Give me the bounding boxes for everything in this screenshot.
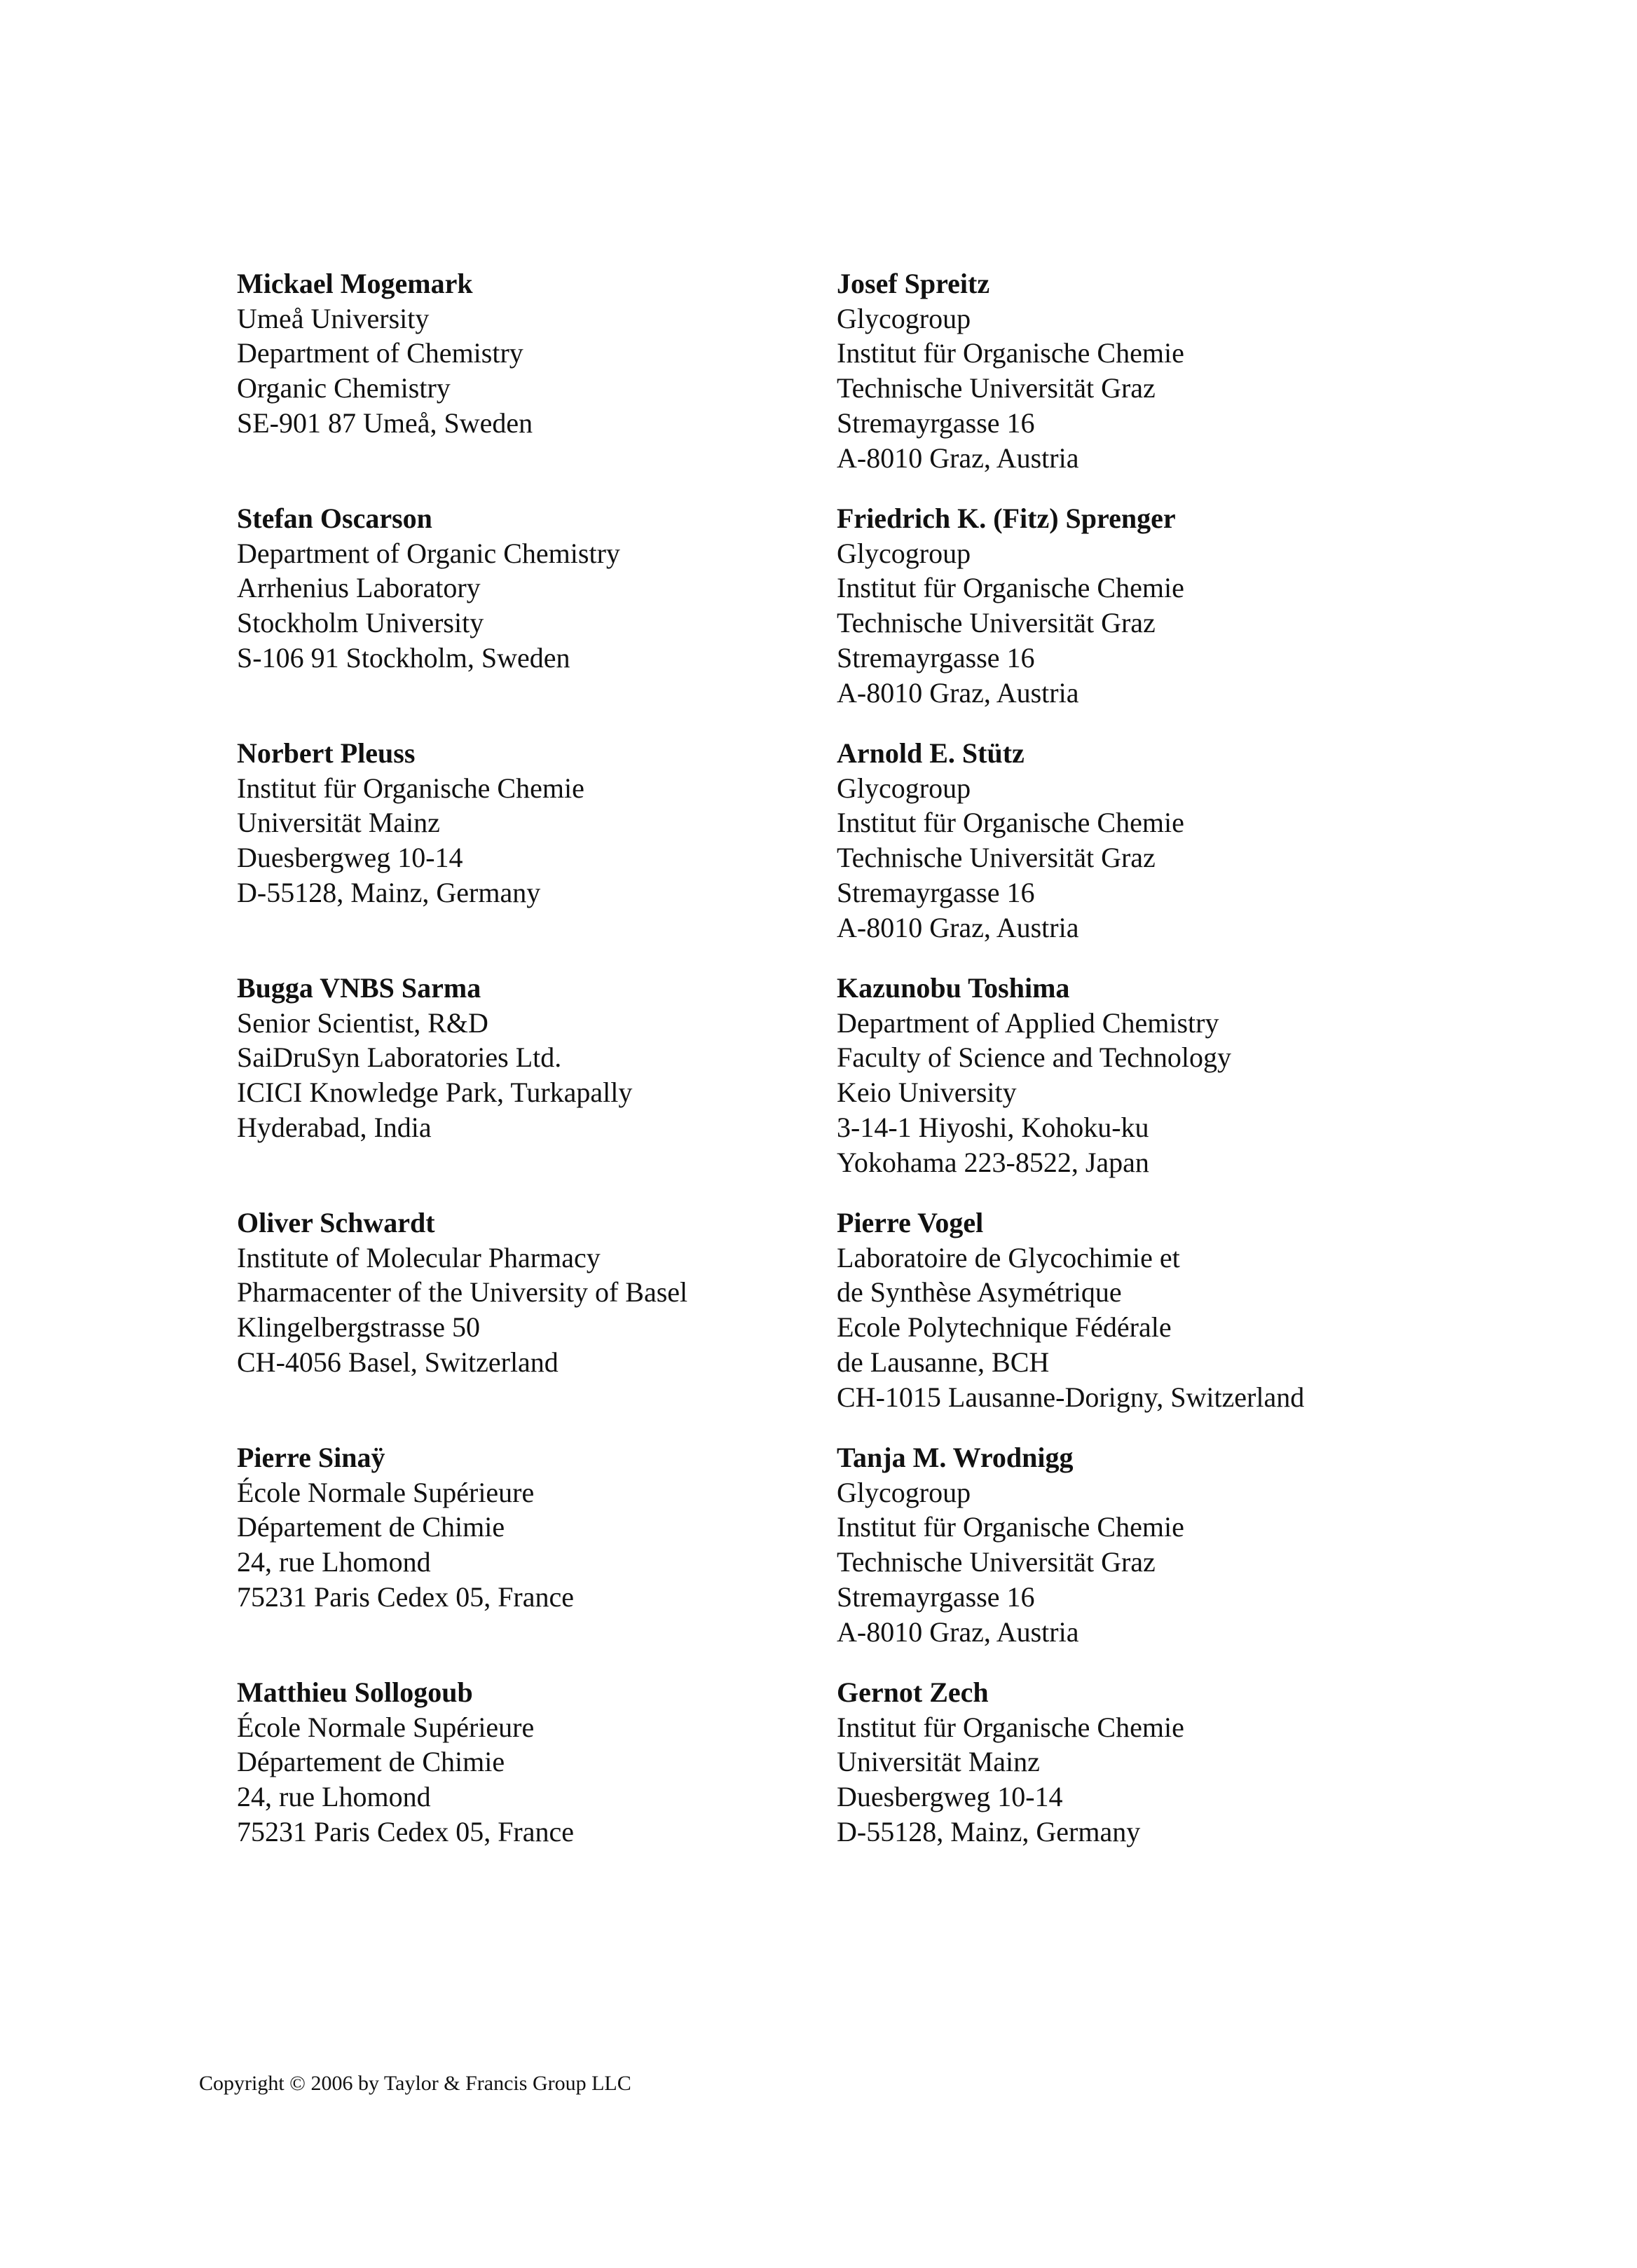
address-line: Institut für Organische Chemie xyxy=(837,807,1184,839)
contributor-name: Pierre Sinaÿ xyxy=(237,1442,385,1473)
address-line: A-8010 Graz, Austria xyxy=(837,1615,1079,1648)
address-line: Department of Chemistry xyxy=(237,337,523,369)
address-line: Senior Scientist, R&D xyxy=(237,1006,488,1039)
address-line: École Normale Supérieure xyxy=(237,1476,535,1508)
address-line: Faculty of Science and Technology xyxy=(837,1041,1231,1074)
address-line: Universität Mainz xyxy=(237,807,440,839)
address-line: Technische Universität Graz xyxy=(837,1546,1156,1578)
contributor-entry xyxy=(237,971,826,1145)
contributor-entry xyxy=(837,971,1537,1180)
contributor-entry xyxy=(837,1440,1537,1649)
address-line: Glycogroup xyxy=(837,537,971,569)
address-line: Duesbergweg 10-14 xyxy=(837,1781,1063,1813)
address-line: CH-4056 Basel, Switzerland xyxy=(237,1346,559,1378)
address-line: Glycogroup xyxy=(837,302,971,334)
contributor-name: Arnold E. Stütz xyxy=(837,737,1025,769)
address-line: Technische Universität Graz xyxy=(837,607,1156,639)
address-line: Institut für Organische Chemie xyxy=(837,1511,1184,1543)
contributor-entry xyxy=(237,266,826,441)
contributor-entry xyxy=(837,736,1537,945)
address-line: Institute of Molecular Pharmacy xyxy=(237,1241,601,1273)
address-line: Duesbergweg 10-14 xyxy=(237,842,463,874)
contributor-name: Oliver Schwardt xyxy=(237,1207,435,1238)
address-line: Hyderabad, India xyxy=(237,1111,432,1143)
address-line: 24, rue Lhomond xyxy=(237,1781,431,1813)
address-line: Umeå University xyxy=(237,302,430,334)
contributor-entry xyxy=(237,1205,826,1380)
contributor-name: Josef Spreitz xyxy=(837,268,990,299)
contributor-name: Norbert Pleuss xyxy=(237,737,416,769)
address-line: A-8010 Graz, Austria xyxy=(837,911,1079,943)
address-line: 75231 Paris Cedex 05, France xyxy=(237,1815,575,1847)
address-line: Institut für Organische Chemie xyxy=(237,772,584,804)
address-line: S-106 91 Stockholm, Sweden xyxy=(237,641,570,674)
address-line: de Lausanne, BCH xyxy=(837,1346,1050,1378)
address-line: 75231 Paris Cedex 05, France xyxy=(237,1580,575,1613)
contributor-name: Tanja M. Wrodnigg xyxy=(837,1442,1074,1473)
address-line: Keio University xyxy=(837,1077,1017,1109)
address-line: Ecole Polytechnique Fédérale xyxy=(837,1311,1172,1344)
address-line: Klingelbergstrasse 50 xyxy=(237,1311,480,1344)
contributor-name: Mickael Mogemark xyxy=(237,268,473,299)
address-line: D-55128, Mainz, Germany xyxy=(837,1815,1141,1847)
address-line: Stremayrgasse 16 xyxy=(837,641,1035,674)
address-line: Institut für Organische Chemie xyxy=(837,572,1184,604)
address-line: Laboratoire de Glycochimie et xyxy=(837,1241,1180,1273)
address-line: 3-14-1 Hiyoshi, Kohoku-ku xyxy=(837,1111,1149,1143)
address-line: Glycogroup xyxy=(837,1476,971,1508)
contributor-name: Friedrich K. (Fitz) Sprenger xyxy=(837,503,1176,534)
contributor-name: Gernot Zech xyxy=(837,1676,989,1708)
address-line: Pharmacenter of the University of Basel xyxy=(237,1276,688,1309)
contributor-entry xyxy=(237,501,826,676)
address-line: A-8010 Graz, Austria xyxy=(837,676,1079,709)
contributor-entry xyxy=(837,1205,1537,1414)
address-line: Arrhenius Laboratory xyxy=(237,572,481,604)
address-line: de Synthèse Asymétrique xyxy=(837,1276,1122,1309)
address-line: D-55128, Mainz, Germany xyxy=(237,876,541,908)
address-line: 24, rue Lhomond xyxy=(237,1546,431,1578)
address-line: Technische Universität Graz xyxy=(837,842,1156,874)
address-line: Universität Mainz xyxy=(837,1746,1040,1778)
contributor-name: Pierre Vogel xyxy=(837,1207,984,1238)
address-line: Stremayrgasse 16 xyxy=(837,1580,1035,1613)
address-line: SE-901 87 Umeå, Sweden xyxy=(237,407,533,439)
contributor-entry xyxy=(837,266,1537,475)
address-line: Institut für Organische Chemie xyxy=(837,337,1184,369)
contributor-name: Kazunobu Toshima xyxy=(837,972,1070,1004)
contributor-entry xyxy=(837,1675,1537,1850)
address-line: Stremayrgasse 16 xyxy=(837,876,1035,908)
address-line: Yokohama 223-8522, Japan xyxy=(837,1146,1149,1178)
address-line: Stremayrgasse 16 xyxy=(837,407,1035,439)
address-line: Organic Chemistry xyxy=(237,372,451,404)
contributor-entry xyxy=(237,1675,826,1850)
address-line: SaiDruSyn Laboratories Ltd. xyxy=(237,1041,562,1074)
address-line: Department of Applied Chemistry xyxy=(837,1006,1219,1039)
address-line: Institut für Organische Chemie xyxy=(837,1711,1184,1743)
address-line: École Normale Supérieure xyxy=(237,1711,535,1743)
address-line: ICICI Knowledge Park, Turkapally xyxy=(237,1077,633,1109)
address-line: Département de Chimie xyxy=(237,1746,505,1778)
contributor-name: Bugga VNBS Sarma xyxy=(237,972,481,1004)
address-line: Stockholm University xyxy=(237,607,484,639)
contributor-entry xyxy=(237,1440,826,1615)
contributor-entry xyxy=(837,501,1537,710)
address-line: Technische Universität Graz xyxy=(837,372,1156,404)
contributor-entry xyxy=(237,736,826,910)
address-line: Glycogroup xyxy=(837,772,971,804)
address-line: CH-1015 Lausanne-Dorigny, Switzerland xyxy=(837,1381,1305,1413)
address-line: Département de Chimie xyxy=(237,1511,505,1543)
address-line: Department of Organic Chemistry xyxy=(237,537,620,569)
address-line: A-8010 Graz, Austria xyxy=(837,442,1079,474)
contributor-name: Stefan Oscarson xyxy=(237,503,432,534)
copyright-notice: Copyright © 2006 by Taylor & Francis Group LLC xyxy=(199,2072,631,2095)
contributor-name: Matthieu Sollogoub xyxy=(237,1676,473,1708)
